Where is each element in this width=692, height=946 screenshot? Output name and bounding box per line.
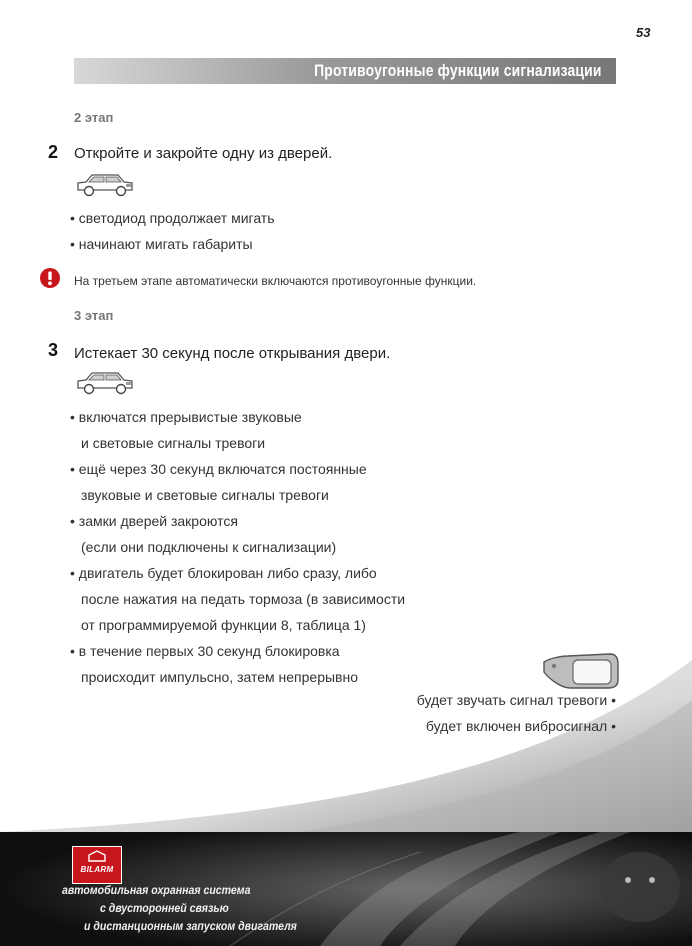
stage-3-bullet-line: после нажатия на педать тормоза (в зависимости [81, 591, 406, 607]
step-3-text: Истекает 30 секунд после открывания двери. [74, 345, 391, 362]
page-number: 53 [636, 25, 651, 40]
stage-3-bullet-line: • включатся прерывистые звуковые [70, 409, 302, 425]
stage-2-label: 2 этап [74, 110, 114, 125]
step-2-text: Откройте и закройте одну из дверей. [74, 145, 333, 162]
stage-3-label: 3 этап [74, 308, 114, 323]
remote-control-icon [540, 650, 620, 692]
footer-tagline: автомобильная охранная система [62, 883, 251, 897]
stage-3-bullet-line: • ещё через 30 секунд включатся постоянные [70, 461, 367, 477]
brand-logo [72, 846, 122, 884]
step-3-number: 3 [48, 340, 59, 360]
stage-3-bullet-line: • двигатель будет блокирован либо сразу, либо [70, 565, 377, 581]
remote-feature-line: будет включен вибросигнал • [425, 718, 616, 734]
warning-text: На третьем этапе автоматически включаются противоугонные функции. [74, 274, 477, 288]
logo-text: BILARM [80, 865, 114, 874]
stage-3-bullet-line: • замки дверей закроются [70, 513, 238, 529]
section-header [74, 58, 616, 84]
footer-tagline: с двусторонней связью [100, 901, 229, 915]
stage-2-bullet-2: • начинают мигать габариты [70, 236, 253, 252]
section-title: Противоугонные функции сигнализации [314, 61, 602, 80]
stage-3-bullet-line: и световые сигналы тревоги [81, 435, 266, 451]
stage-3-bullet-line: • в течение первых 30 секунд блокировка [70, 643, 340, 659]
remote-feature-line: будет звучать сигнал тревоги • [416, 692, 616, 708]
exclamation-icon [39, 267, 61, 289]
stage-3-bullet-line: звуковые и световые сигналы тревоги [81, 487, 329, 503]
car-icon [74, 170, 136, 198]
car-icon [74, 368, 136, 396]
step-2-number: 2 [48, 142, 59, 162]
footer-tagline: и дистанционным запуском двигателя [84, 919, 297, 933]
stage-3-bullet-line: (если они подключены к сигнализации) [81, 539, 337, 555]
stage-3-bullet-line: от программируемой функции 8, таблица 1) [81, 617, 366, 633]
stage-2-bullet-1: • светодиод продолжает мигать [70, 210, 275, 226]
stage-3-bullet-line: происходит импульсно, затем непрерывно [81, 669, 358, 685]
logo-house-icon [88, 850, 106, 862]
